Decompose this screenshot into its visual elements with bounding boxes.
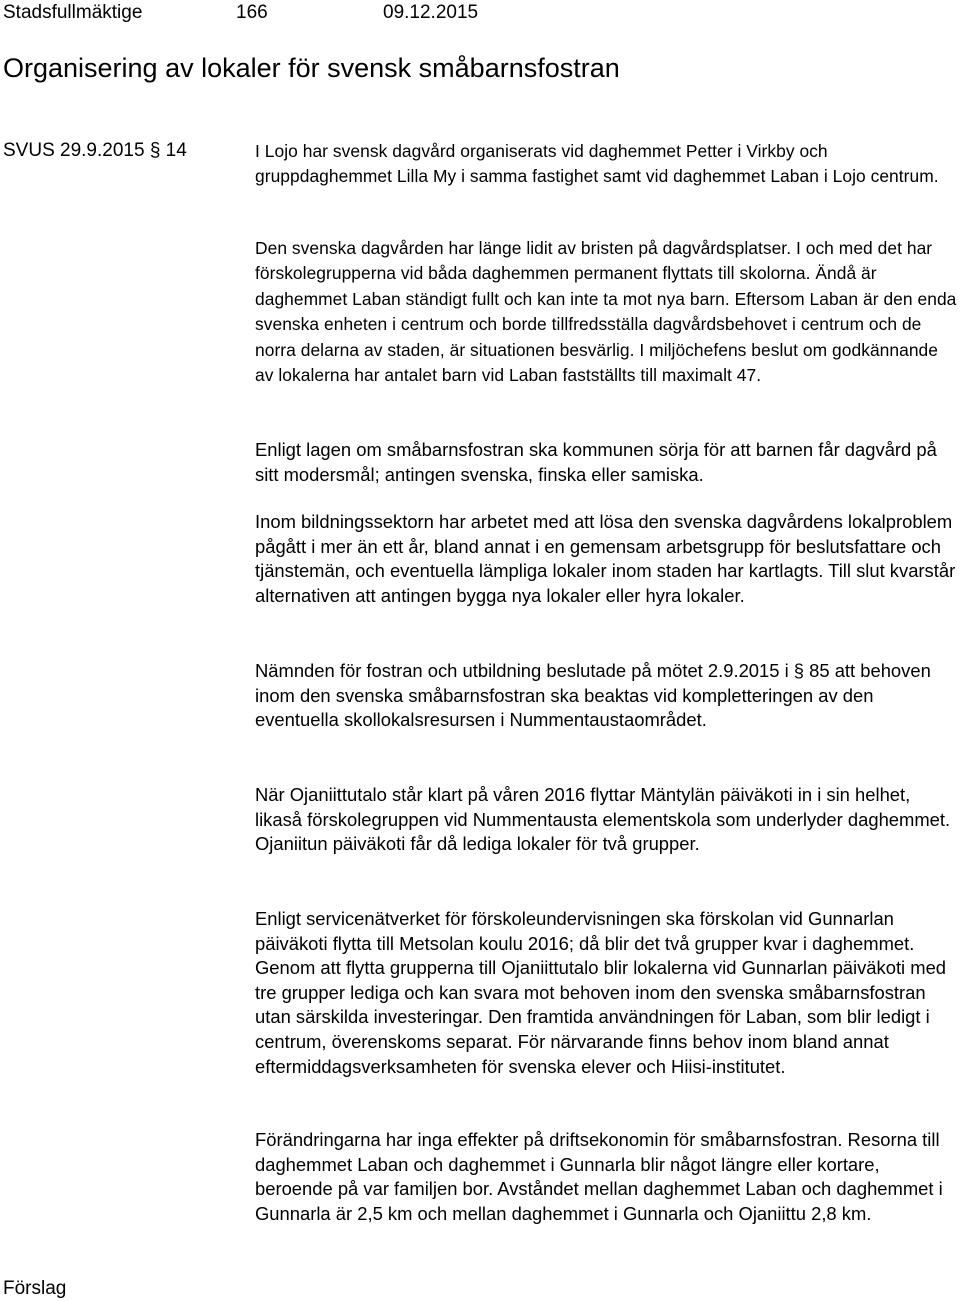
paragraph: Inom bildningssektorn har arbetet med att lösa den svenska dagvårdens lokalproblem pågått i mer än ett år, bland annat i en gemensam arbetsgrupp för beslutsfattare och tjänstemän, och eventuella lämpliga lokaler inom staden har kartlagts. Till slut kvarstår alternativen att antingen bygga nya lokaler eller hyra lokaler.: [255, 511, 956, 606]
organ-name: Stadsfullmäktige: [3, 2, 143, 23]
paragraph: När Ojaniittutalo står klart på våren 2016 flyttar Mäntylän päiväkoti in i sin helhet, likaså förskolegruppen vid Nummentausta elementskola som underlyder daghemmet. Ojaniitun päiväkoti får då lediga lokaler för två grupper.: [255, 784, 951, 855]
paragraph: Enligt servicenätverket för förskoleundervisningen ska förskolan vid Gunnarlan päiväkoti flytta till Metsolan koulu 2016; då blir det två grupper kvar i daghemmet. Genom att flytta grupperna till Ojaniittutalo blir lokalerna vid Gunnarlan päiväkoti med tre grupper lediga och kan svara mot behoven inom den svenska småbarnsfostran utan särskilda investeringar. Den framtida användningen för Laban, som blir ledigt i centrum, överenskoms separat. För närvarande finns behov inom bland annat eftermiddagsverksamheten för svenska elever och Hiisi-institutet.: [255, 908, 947, 1077]
document-title: Organisering av lokaler för svensk småbarnsfostran: [3, 53, 620, 83]
section-label-proposal: Förslag: [3, 1278, 67, 1299]
paragraph: I Lojo har svensk dagvård organiserats vid daghemmet Petter i Virkby och gruppdaghemmet Lilla My i samma fastighet samt vid daghemmet Laban i Lojo centrum.: [255, 141, 939, 187]
paragraph: Förändringarna har inga effekter på driftsekonomin för småbarnsfostran. Resorna till daghemmet Laban och daghemmet i Gunnarla blir något längre eller kortare, beroende på var familjen bor. Avståndet mellan daghemmet Laban och daghemmet i Gunnarla är 2,5 km och mellan daghemmet i Gunnarla och Ojaniittu 2,8 km.: [255, 1129, 943, 1224]
section-number: 166: [236, 2, 268, 23]
case-reference: SVUS 29.9.2015 § 14: [3, 140, 187, 161]
meeting-date: 09.12.2015: [383, 2, 479, 23]
paragraph: Den svenska dagvården har länge lidit av bristen på dagvårdsplatser. I och med det har förskolegrupperna vid båda daghemmen permanent flyttats till skolorna. Ändå är daghemmet Laban ständigt fullt och kan inte ta mot nya barn. Eftersom Laban är den enda svenska enheten i centrum och borde tillfredsställa dagvårdsbehovet i centrum och de norra delarna av staden, är situationen besvärlig. I miljöchefens beslut om godkännande av lokalerna har antalet barn vid Laban fastställts till maximalt 47.: [255, 238, 957, 386]
paragraph: Nämnden för fostran och utbildning beslutade på mötet 2.9.2015 i § 85 att behoven inom den svenska småbarnsfostran ska beaktas vid kompletteringen av den eventuella skollokalsresursen i Nummentaustaområdet.: [255, 660, 931, 731]
paragraph: Enligt lagen om småbarnsfostran ska kommunen sörja för att barnen får dagvård på sitt modersmål; antingen svenska, finska eller samiska.: [255, 439, 937, 485]
